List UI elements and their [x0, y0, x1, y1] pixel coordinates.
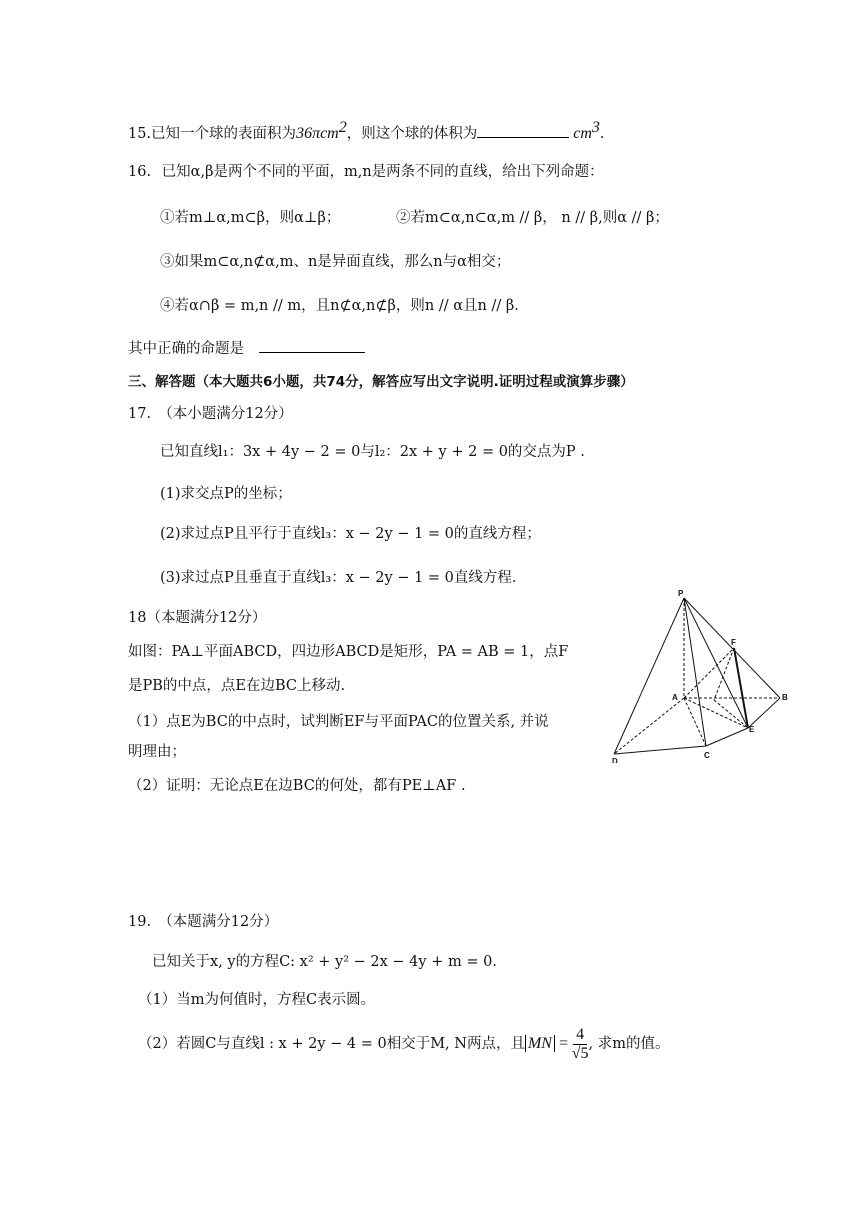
label-F: F	[731, 638, 736, 647]
q15-area: 36πcm	[296, 124, 339, 142]
q16-answer-prompt: 其中正确的命题是	[128, 341, 244, 357]
q17-sub-2: (2)求过点P且平行于直线l₃：x − 2y − 1 = 0的直线方程；	[160, 526, 541, 542]
q18-line-3: （1）点E为BC的中点时，试判断EF与平面PAC的位置关系, 并说	[128, 714, 549, 730]
q16-answer-blank	[259, 338, 365, 353]
q18-line-2: 是PB的中点，点E在边BC上移动.	[128, 678, 346, 694]
q16-proposition-3: ③如果m⊂α,n⊄α,m、n是异面直线，那么n与α相交；	[160, 254, 511, 270]
q19-fraction-denominator: √5	[571, 1044, 589, 1062]
section-heading: 三、解答题（本大题共6小题，共74分，解答应写出文字说明.证明过程或演算步骤）	[128, 374, 634, 390]
q17-sub-3: (3)求过点P且垂直于直线l₃：x − 2y − 1 = 0直线方程.	[160, 570, 517, 586]
q19-fraction-numerator: 4	[573, 1026, 587, 1045]
q19-equals: =	[557, 1035, 569, 1052]
q15-area-sup: 2	[338, 119, 347, 136]
q19-abs-mn: MN	[525, 1035, 555, 1052]
q19-heading: 19. （本题满分12分）	[128, 914, 279, 930]
label-E: E	[749, 725, 755, 734]
q19-sub-2-end: , 求m的值。	[588, 1036, 670, 1052]
q19-fraction	[572, 1026, 589, 1063]
q15-end: .	[599, 125, 605, 142]
q17-stem: 已知直线l₁：3x + 4y − 2 = 0与l₂：2x + y + 2 = 0的交点为P .	[160, 444, 585, 460]
label-C: C	[704, 751, 710, 760]
q19-sub-1: （1）当m为何值时，方程C表示圆。	[138, 992, 376, 1008]
q18-heading: 18（本题满分12分）	[128, 610, 267, 626]
q16-answer-line	[128, 338, 365, 359]
q15-text-mid: ，则这个球的体积为	[346, 125, 478, 142]
pyramid-figure	[604, 588, 804, 763]
q16-number: 16.	[128, 164, 152, 180]
q16-proposition-2: ②若m⊂α,n⊂α,m // β， n // β,则α // β；	[396, 210, 669, 226]
q15-unit: cm	[573, 124, 592, 142]
q17-heading: 17. （本小题满分12分）	[128, 406, 293, 422]
q19-sub-2	[138, 1024, 670, 1064]
label-P: P	[678, 589, 684, 598]
q18-line-1: 如图：PA⊥平面ABCD，四边形ABCD是矩形，PA = AB = 1，点F	[128, 644, 569, 660]
q15-line	[128, 118, 605, 144]
label-D: D	[612, 757, 618, 763]
q18-line-4: 明理由；	[128, 744, 186, 760]
q19-stem: 已知关于x, y的方程C: x² + y² − 2x − 4y + m = 0.	[152, 954, 497, 970]
q16-proposition-4: ④若α∩β = m,n // m，且n⊄α,n⊄β，则n // α且n // β.	[160, 298, 519, 314]
q15-answer-blank	[477, 123, 569, 138]
q16-proposition-1: ①若m⊥α,m⊂β，则α⊥β；	[160, 210, 341, 226]
q17-sub-1: (1)求交点P的坐标；	[160, 486, 292, 502]
q16-text: 已知α,β是两个不同的平面，m,n是两条不同的直线，给出下列命题：	[161, 164, 604, 180]
q15-unit-sup: 3	[591, 119, 600, 136]
label-A: A	[672, 693, 678, 702]
q19-sub-2-text: （2）若圆C与直线l : x + 2y − 4 = 0相交于M, N两点，且	[138, 1036, 525, 1052]
q15-text: 已知一个球的表面积为	[151, 125, 297, 142]
q18-line-5: （2）证明：无论点E在边BC的何处，都有PE⊥AF .	[128, 778, 466, 794]
q16-line	[128, 162, 604, 182]
q15-number: 15.	[128, 125, 152, 142]
label-B: B	[782, 693, 788, 702]
